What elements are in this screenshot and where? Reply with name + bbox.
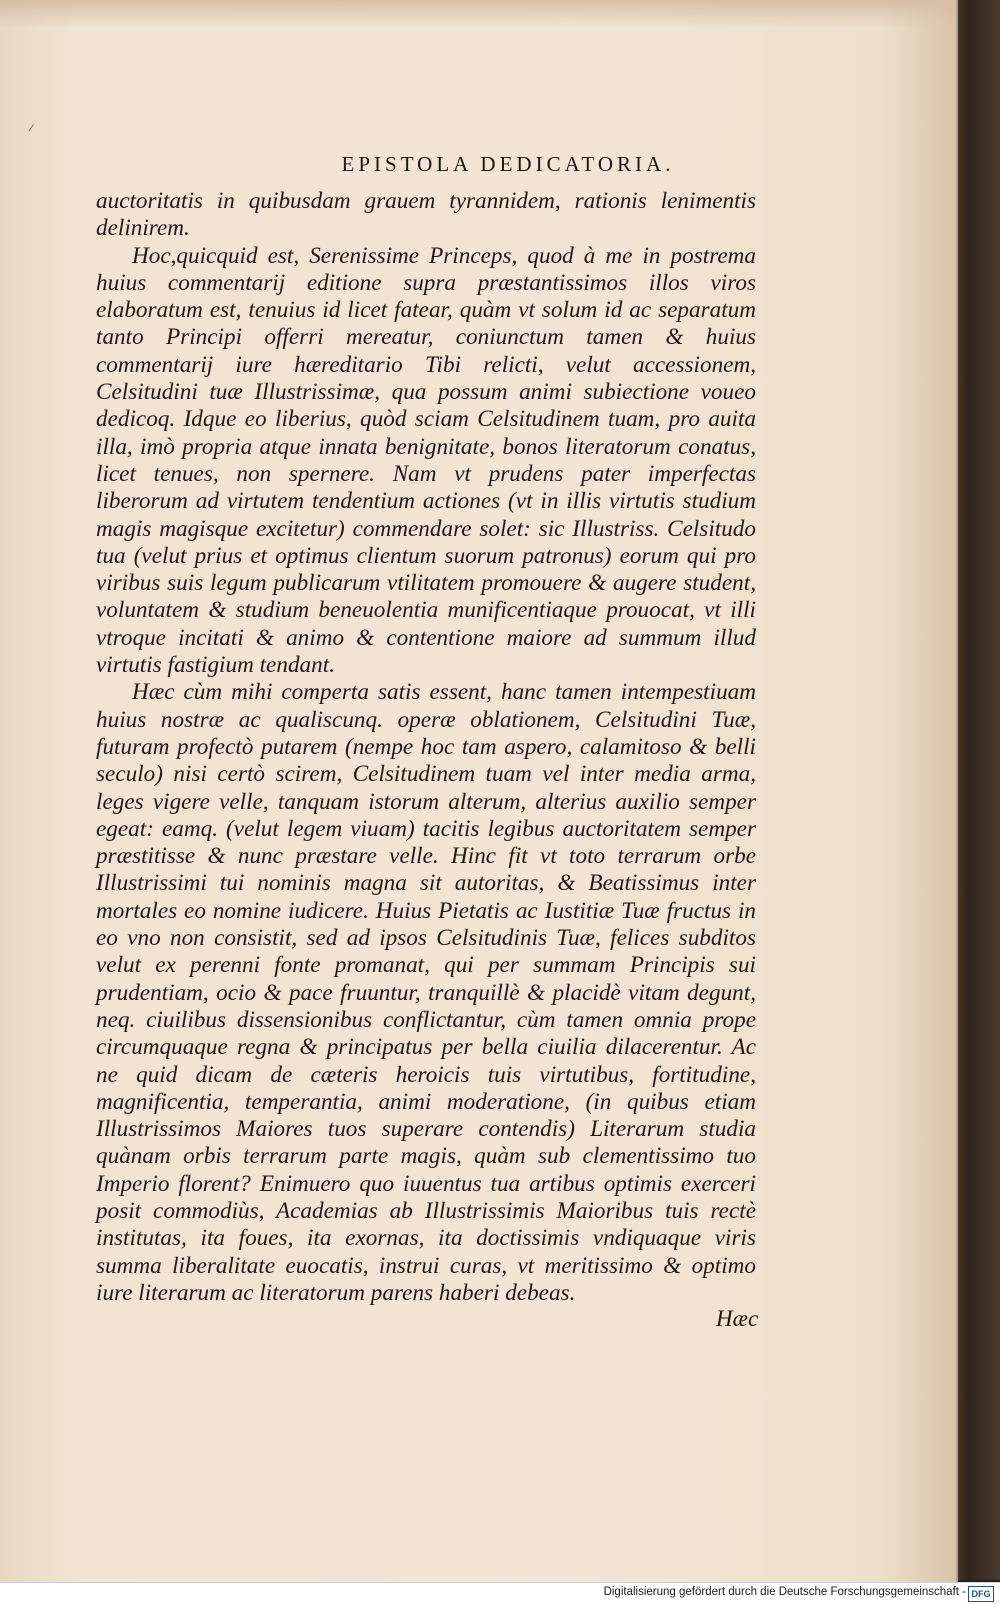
digitization-footer <box>0 1582 1000 1604</box>
page-header-title: EPISTOLA DEDICATORIA. <box>341 152 675 176</box>
catchword: Hæc <box>716 1306 759 1331</box>
body-text <box>96 188 756 1307</box>
margin-mark <box>29 124 41 136</box>
paragraph-1: auctoritatis in quibusdam grauem tyrannidem, rationis lenimentis delinirem. <box>96 188 756 242</box>
dfg-logo-icon: DFG <box>968 1586 994 1602</box>
footer-credit-text: Digitalisierung gefördert durch die Deutsche Forschungsgemeinschaft - <box>603 1586 966 1598</box>
paragraph-3: Hæc cùm mihi comperta satis essent, hanc tamen intempestiuam huius nostræ ac qualiscunq. operæ oblationem, Celsitudini Tuæ, futuram profectò putarem (nempe hoc tam aspero, calamitoso & belli seculo) nisi certò scirem, Celsitudinem tuam vel inter media arma, leges vigere velle, tanquam istorum alterum, alterius auxilio semper egeat: eamq. (velut legem viuam) tacitis legibus auctoritatem semper præstitisse & nunc præstare velle. Hinc fit vt toto terrarum orbe Illustrissimi tui nominis magna sit autoritas, & Beatissimus inter mortales eo nomine iudicere. Huius Pietatis ac Iustitiæ Tuæ fructus in eo vno non consistit, sed ad ipsos Celsitudinis Tuæ, felices subditos velut ex perenni fonte promanat, qui per summam Principis sui prudentiam, ocio & pace fruuntur, tranquillè & placidè vitam degunt, neq. ciuilibus dissensionibus conflictantur, cùm tamen omnia prope circumquaque regna & principatus per bella ciuilia dilacerentur. Ac ne quid dicam de cæteris heroicis tuis virtutibus, fortitudine, magnificentia, temperantia, animi moderatione, (in quibus etiam Illustrissimos Maiores tuos superare contendis) Literarum studia quànam orbis terrarum parte magis, quàm sub clementissimo tuo Imperio florent? Enimuero quo iuuentus tua artibus optimis exerceri posit commodiùs, Academias ab Illustrissimis Maioribus tuis rectè institutas, ita foues, ita exornas, ita doctissimis vndiquaque viris summa liberalitate euocatis, instrui curas, vt meritissimo & optimo iure literarum ac literatorum parens haberi debeas. <box>96 679 756 1306</box>
paragraph-2: Hoc,quicquid est, Serenissime Princeps, quod à me in postrema huius commentarij editione supra præstantissimos illos viros elaboratum est, tenuius id licet fatear, quàm vt solum id ac separatum tanto Principi offerri mereatur, coniunctum tamen & huius commentarij iure hæreditario Tibi relicti, velut accessionem, Celsitudini tuæ Illustrissimæ, qua possum animi subiectione voueo dedicoq. Idque eo liberius, quòd sciam Celsitudinem tuam, pro auita illa, imò propria atque innata benignitate, bonos literatorum conatus, licet tenues, non spernere. Nam vt prudens pater imperfectas liberorum ad virtutem tendentium actiones (vt in illis virtutis studium magis magisque excitetur) commendare solet: sic Illustriss. Celsitudo tua (velut prius et optimus clientum suorum patronus) eorum qui pro viribus suis legum publicarum vtilitatem promouere & augere student, voluntatem & studium beneuolentia munificentiaque prouocat, vt illi vtroque incitati & animo & contentione maiore ad summum illud virtutis fastigium tendant. <box>96 242 756 679</box>
page-header <box>0 152 956 177</box>
